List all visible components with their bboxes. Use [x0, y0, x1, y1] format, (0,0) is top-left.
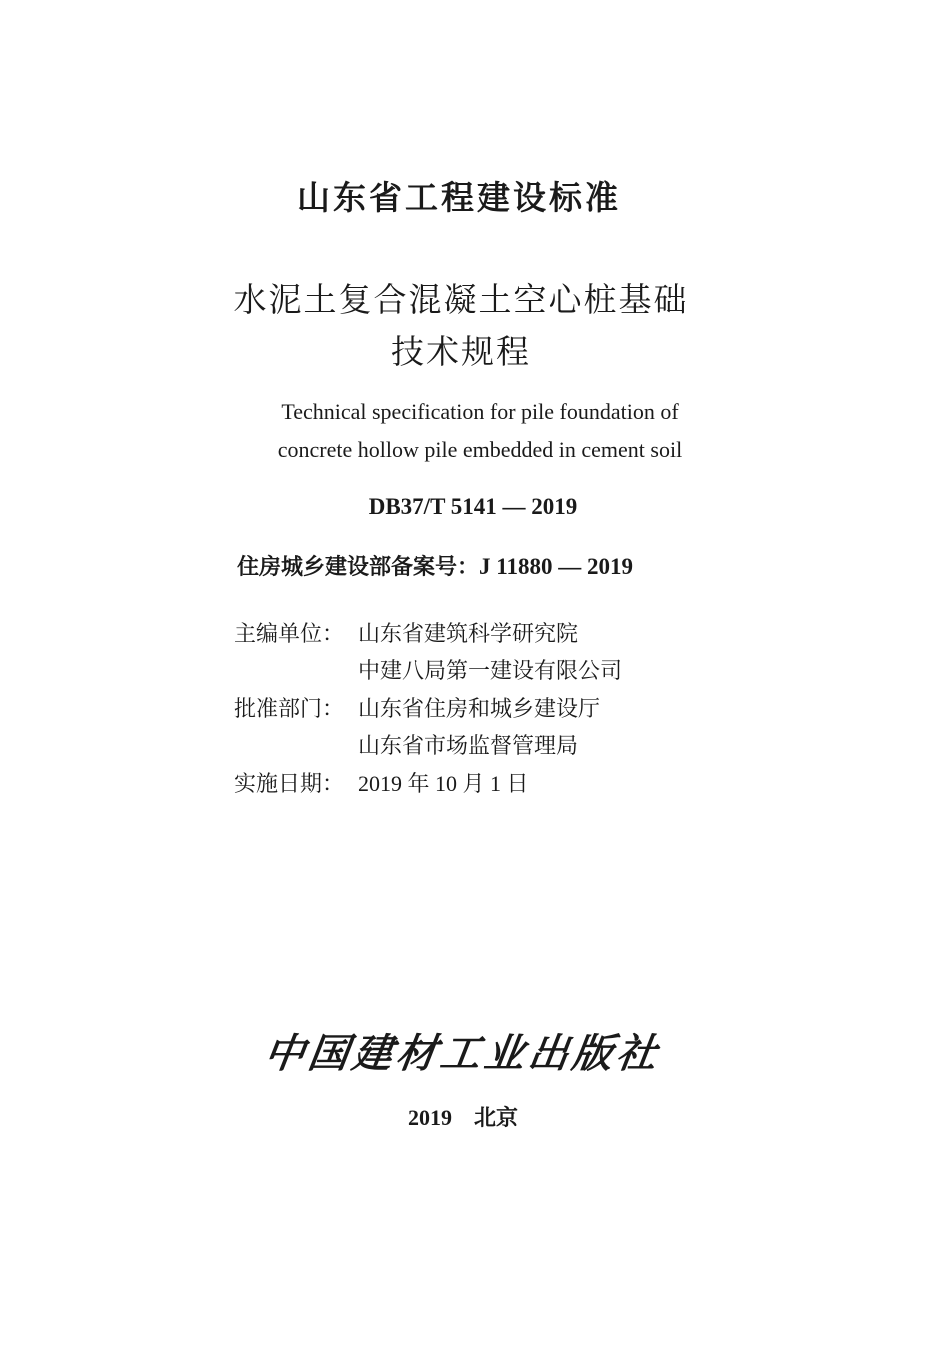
record-value: J 11880 — 2019: [479, 554, 633, 579]
editor-label: 主编单位：: [234, 622, 345, 647]
record-number: [237, 550, 633, 581]
standard-series: 山东省工程建设标准: [297, 178, 621, 217]
editor-1: 山东省建筑科学研究院: [358, 622, 579, 647]
title-cn-line-1: 水泥土复合混凝土空心桩基础: [233, 280, 689, 319]
approver-2: 山东省市场监督管理局: [358, 734, 579, 759]
approver-1: 山东省住房和城乡建设厅: [358, 697, 601, 722]
standard-number: DB37/T 5141 — 2019: [368, 494, 578, 519]
editor-row-1: [234, 620, 578, 650]
approver-row-1: [234, 695, 600, 725]
publication-year-place: 2019 北京: [407, 1105, 518, 1130]
approver-row-2: [358, 732, 578, 762]
record-label: 住房城乡建设部备案号：: [237, 555, 480, 580]
publisher-logo: 中国建材工业出版社: [261, 1030, 664, 1077]
title-en-line-2: concrete hollow pile embedded in cement soil: [277, 437, 683, 462]
date-row: [234, 769, 529, 799]
editor-2: 中建八局第一建设有限公司: [358, 659, 623, 684]
title-en-line-1: Technical specification for pile foundation of: [281, 399, 679, 424]
title-cn-line-2: 技术规程: [391, 332, 531, 371]
editor-row-2: [358, 657, 622, 687]
date-value: 2019 年 10 月 1 日: [358, 771, 529, 796]
approver-label: 批准部门：: [234, 697, 345, 722]
date-label: 实施日期：: [234, 772, 345, 797]
